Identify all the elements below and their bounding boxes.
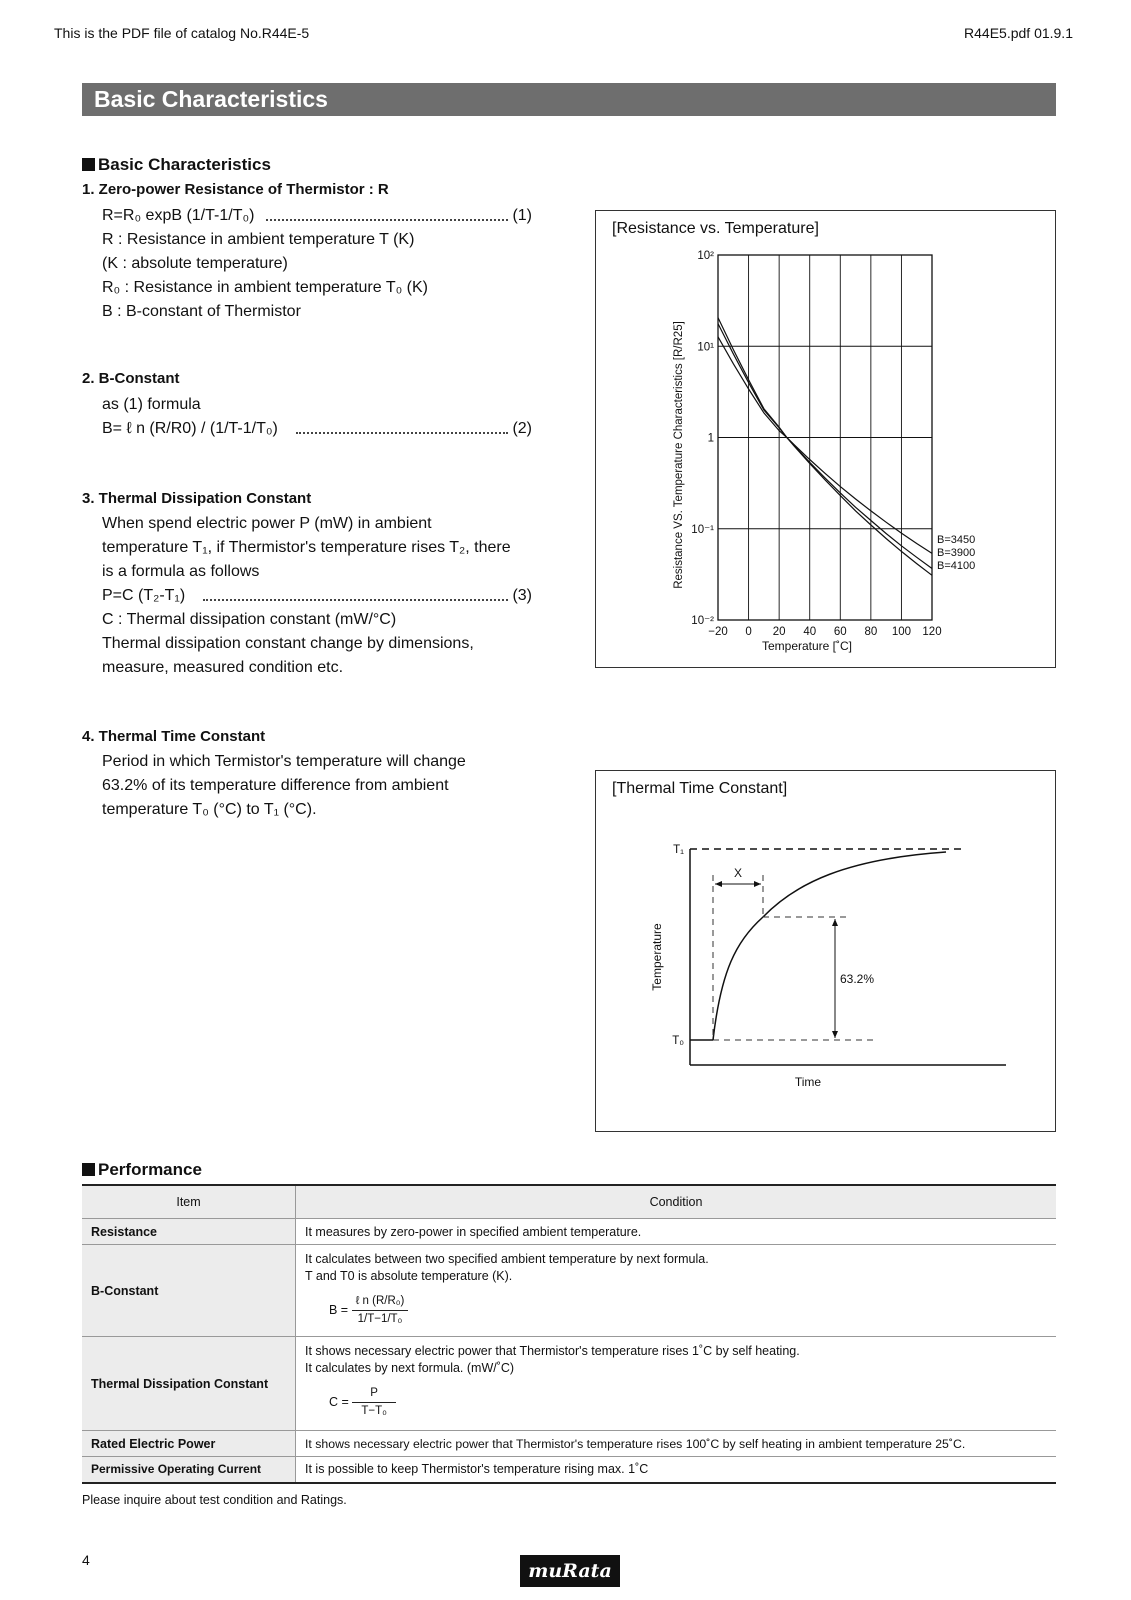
y-tick-label: 10¹ <box>697 341 714 354</box>
pct-label: 63.2% <box>840 972 875 986</box>
square-bullet-icon <box>82 158 95 171</box>
formula-denominator: T−T₀ <box>361 1405 387 1417</box>
murata-logo: muRata <box>520 1555 620 1587</box>
file-version-text: R44E5.pdf 01.9.1 <box>964 25 1073 41</box>
page-number: 4 <box>82 1552 90 1568</box>
footnote: Please inquire about test condition and Ratings. <box>82 1493 347 1507</box>
time-constant-chart-frame <box>595 770 1056 1132</box>
table-header-row <box>82 1185 1056 1219</box>
x-tick-label: 60 <box>833 626 847 638</box>
row-item-rated-power: Rated Electric Power <box>82 1431 296 1457</box>
row-condition: It measures by zero-power in specified ambient temperature. <box>296 1219 1057 1245</box>
s3-line: Thermal dissipation constant change by dimensions, <box>102 635 474 652</box>
s1-line: R₀ : Resistance in ambient temperature T₀ (K) <box>102 279 428 296</box>
legend-label: B=3450 <box>937 534 976 546</box>
s1-line: R : Resistance in ambient temperature T (K) <box>102 231 415 248</box>
y-tick-label: 10⁻² <box>691 615 714 627</box>
formula-numerator: ℓ n (R/R₀) <box>352 1293 409 1311</box>
condition-line: It shows necessary electric power that Thermistor's temperature rises 1˚C by self heating. <box>305 1344 800 1358</box>
row-condition: It shows necessary electric power that Thermistor's temperature rises 100˚C by self heating in ambient temperature 25˚C. <box>296 1431 1057 1457</box>
s1-body <box>102 204 532 324</box>
table-row <box>82 1219 1056 1245</box>
legend-label: B=3900 <box>937 547 976 559</box>
s3-line: temperature T₁, if Thermistor's temperature rises T₂, there <box>102 539 511 556</box>
y-tick-label: 1 <box>707 432 714 445</box>
table-row <box>82 1337 1056 1431</box>
s4-body <box>102 750 542 822</box>
x-label: X <box>733 866 743 880</box>
resistance-chart-ylabel: Resistance VS. Temperature Characteristics [R/R25] <box>673 321 685 589</box>
x-tick-label: −20 <box>708 626 728 638</box>
row-item-operating-current: Permissive Operating Current <box>82 1457 296 1483</box>
s3-line: is a formula as follows <box>102 563 260 580</box>
condition-line: It calculates by next formula. (mW/˚C) <box>305 1361 515 1375</box>
resistance-chart-xlabel: Temperature [˚C] <box>761 639 853 653</box>
t0-label: T₀ <box>672 1035 684 1047</box>
header-item: Item <box>82 1185 296 1219</box>
row-condition <box>296 1337 1057 1431</box>
formula-denominator: 1/T−1/T₀ <box>357 1313 403 1325</box>
x-tick-label: 120 <box>922 626 942 638</box>
b-formula <box>329 1293 1047 1328</box>
row-condition <box>296 1245 1057 1337</box>
s2-line: as (1) formula <box>102 396 201 413</box>
formula-3: P=C (T₂-T₁) (3) <box>102 587 532 604</box>
x-tick-label: 100 <box>891 626 912 638</box>
s3-title: 3. Thermal Dissipation Constant <box>82 490 312 507</box>
formula-numerator: P <box>352 1385 396 1403</box>
table-row <box>82 1245 1056 1337</box>
performance-heading: Performance <box>82 1160 202 1180</box>
t1-label: T₁ <box>673 844 684 856</box>
series-line-b-3450 <box>718 337 932 554</box>
time-constant-chart <box>596 771 1055 1131</box>
formula-2: B= ℓ n (R/R0) / (1/T-1/T₀) (2) <box>102 420 532 437</box>
header-condition: Condition <box>296 1185 1057 1219</box>
formula-lhs: B = <box>329 1302 349 1317</box>
s2-body <box>102 393 532 441</box>
row-item-b-constant: B-Constant <box>82 1245 296 1337</box>
basic-characteristics-heading: Basic Characteristics <box>82 155 271 175</box>
square-bullet-icon <box>82 1163 95 1176</box>
row-condition: It is possible to keep Thermistor's temperature rising max. 1˚C <box>296 1457 1057 1483</box>
s1-line: (K : absolute temperature) <box>102 255 288 272</box>
x-tick-label: 80 <box>864 626 878 638</box>
x-tick-label: 40 <box>803 626 817 638</box>
resistance-chart-frame <box>595 210 1056 668</box>
resistance-chart <box>596 211 1055 667</box>
series-line-b-4100 <box>718 318 932 576</box>
c-formula <box>329 1385 1047 1420</box>
condition-line: It calculates between two specified ambient temperature by next formula. <box>305 1252 709 1266</box>
legend-label: B=4100 <box>937 560 976 572</box>
x-tick-label: 20 <box>772 626 786 638</box>
section-banner: Basic Characteristics <box>82 83 1056 116</box>
catalog-header-text: This is the PDF file of catalog No.R44E-5 <box>54 25 310 41</box>
y-tick-label: 10² <box>697 250 714 262</box>
y-tick-label: 10⁻¹ <box>691 523 714 536</box>
resistance-chart-title: [Resistance vs. Temperature] <box>612 220 819 237</box>
s1-line: B : B-constant of Thermistor <box>102 303 301 320</box>
formula-lhs: C = <box>329 1394 349 1409</box>
table-row <box>82 1457 1056 1483</box>
x-tick-label: 0 <box>745 626 752 638</box>
temperature-curve <box>713 852 946 1040</box>
s3-line: C : Thermal dissipation constant (mW/°C) <box>102 611 397 628</box>
s2-title: 2. B-Constant <box>82 370 180 387</box>
time-constant-chart-title: [Thermal Time Constant] <box>612 780 788 797</box>
s3-line: measure, measured condition etc. <box>102 659 344 676</box>
performance-table-wrap <box>82 1184 1056 1484</box>
s3-line: When spend electric power P (mW) in ambient <box>102 515 432 532</box>
s3-body <box>102 512 542 680</box>
condition-line: T and T0 is absolute temperature (K). <box>305 1269 513 1283</box>
formula-1: R=R₀ expB (1/T-1/T₀) (1) <box>102 207 532 224</box>
tc-xlabel: Time <box>794 1075 822 1089</box>
row-item-dissipation: Thermal Dissipation Constant <box>82 1337 296 1431</box>
performance-table <box>82 1184 1056 1484</box>
s4-title: 4. Thermal Time Constant <box>82 728 266 745</box>
s4-line: Period in which Termistor's temperature will change <box>102 753 466 770</box>
table-row <box>82 1431 1056 1457</box>
s4-line: 63.2% of its temperature difference from ambient <box>102 777 449 794</box>
s1-title: 1. Zero-power Resistance of Thermistor : R <box>82 181 389 198</box>
tc-ylabel: Temperature <box>650 923 664 991</box>
row-item-resistance: Resistance <box>82 1219 296 1245</box>
s4-line: temperature T₀ (°C) to T₁ (°C). <box>102 801 317 818</box>
